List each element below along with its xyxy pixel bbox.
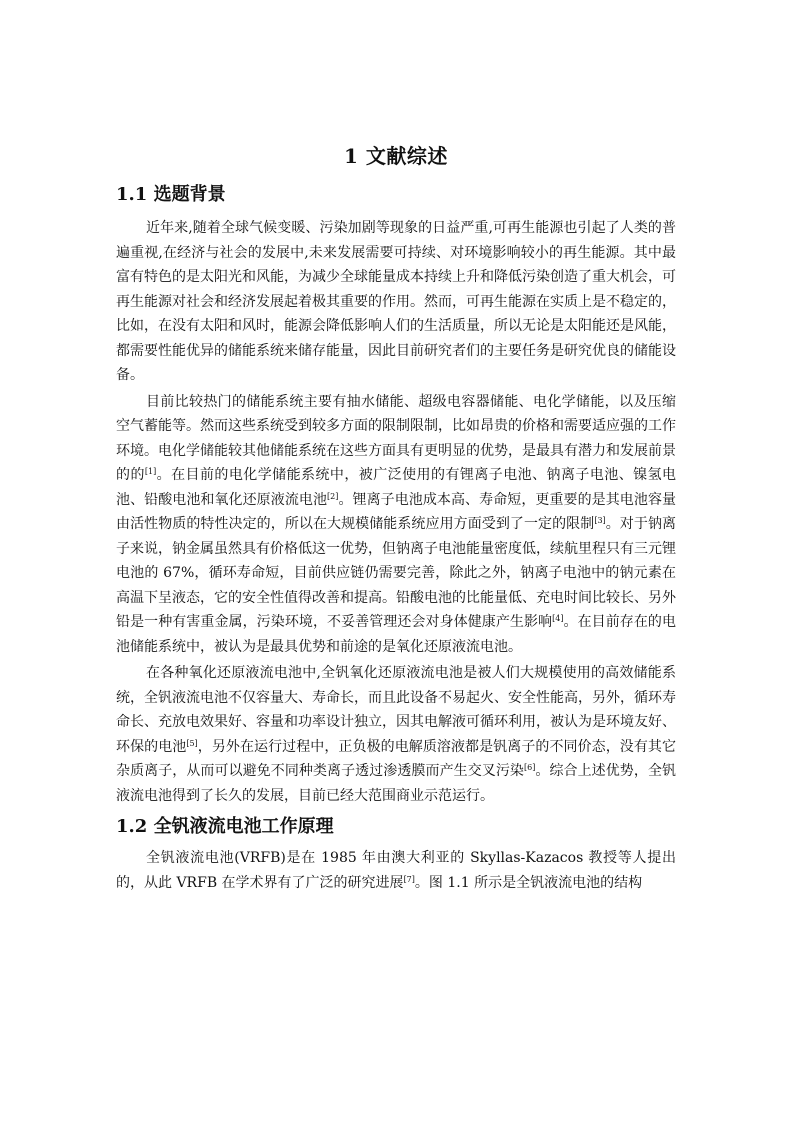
citation-ref-3: [3] [594,516,606,525]
paragraph-text: 。对于钠离子来说，钠金属虽然具有价格低这一优势，但钠离子电池能量密度低，续航里程只有三元锂电池的 67%，循环寿命短，目前供应链仍需要完善，除此之外，钠离子电池中的钠元素在高温下呈液态，它的安全性值得改善和提高。铅酸电池的比能量低、充电时间比较长、另外铅是一种有害重金属，污染环境，不妥善管理还会对身体健康产生影响 [116,516,677,630]
paragraph-1-1-2 [116,390,676,660]
paragraph-text: 全钒液流电池(VRFB)是在 1985 年由澳大利亚的 Skyllas-Kazacos 教授等人提出的，从此 VRFB 在学术界有了广泛的研究进展 [116,850,676,891]
citation-ref-5: [5] [186,738,198,748]
paragraph-text: 。图 1.1 所示是全钒液流电池的结构 [414,874,643,891]
section-heading-1-2: 1.2 全钒液流电池工作原理 [116,816,334,837]
paragraph-1-1-3 [116,661,676,808]
paragraph-1-2-1 [116,846,676,895]
citation-ref-7: [7] [403,874,415,884]
paragraph-text: 。在目前存在的电池储能系统中，被认为是最具优势和前途的是氧化还原液流电池。 [116,614,676,655]
section-heading-1-1: 1.1 选题背景 [116,184,226,205]
paragraph-text: 目前比较热门的储能系统主要有抽水储能、超级电容器储能、电化学储能，以及压缩空气蓄能等。然而这些系统受到较多方面的限制限制，比如昂贵的价格和需要适应强的工作环境。电化学储能较其他储能系统在这些方面具有更明显的优势，是最具有潜力和发展前景的的 [116,393,676,483]
chapter-title: 1 文献综述 [344,144,448,168]
paragraph-text: 近年来,随着全球气候变暖、污染加剧等现象的日益严重,可再生能源也引起了人类的普遍重视,在经济与社会的发展中,未来发展需要可持续、对环境影响较小的再生能源。其中最富有特色的是太阳光和风能，为减少全球能量成本持续上升和降低污染创造了重大机会，可再生能源对社会和经济发展起着极其重要的作用。然而，可再生能源在实质上是不稳定的，比如，在没有太阳和风时，能源会降低影响人们的生活质量，所以无论是太阳能还是风能，都需要性能优异的储能系统来储存能量，因此目前研究者们的主要任务是研究优良的储能设备。 [116,220,676,383]
citation-ref-2: [2] [327,491,339,501]
citation-ref-6: [6] [523,763,536,772]
paragraph-1-1-1 [116,216,676,388]
paragraph-text: ，另外在运行过程中，正负极的电解质溶液都是钒离子的不同价态，没有其它杂质离子，从而可以避免不同种类离子透过渗透膜而产生交叉污染 [116,738,677,779]
paragraph-text: 。在目前的电化学储能系统中，被广泛使用的有锂离子电池、钠离子电池、镍氢电池、铅酸电池和氧化还原液流电池 [116,467,677,508]
paragraph-text: 。锂离子电池成本高、寿命短，更重要的是其电池容量由活性物质的特性决定的，所以在大规模储能系统应用方面受到了一定的限制 [116,491,677,532]
paragraph-text: 。综合上述优势，全钒液流电池得到了长久的发展，目前已经大范围商业示范运行。 [116,763,677,804]
page-content [116,142,676,895]
citation-ref-1: [1] [144,467,157,476]
citation-ref-4: [4] [552,614,564,623]
paragraph-text: 在各种氧化还原液流电池中,全钒氧化还原液流电池是被人们大规模使用的高效储能系统，全钒液流电池不仅容量大、寿命长，而且此设备不易起火、安全性能高，另外，循环寿命长、充放电效果好、容量和功率设计独立，因其电解液可循环利用，被认为是环境友好、环保的电池 [116,665,676,755]
